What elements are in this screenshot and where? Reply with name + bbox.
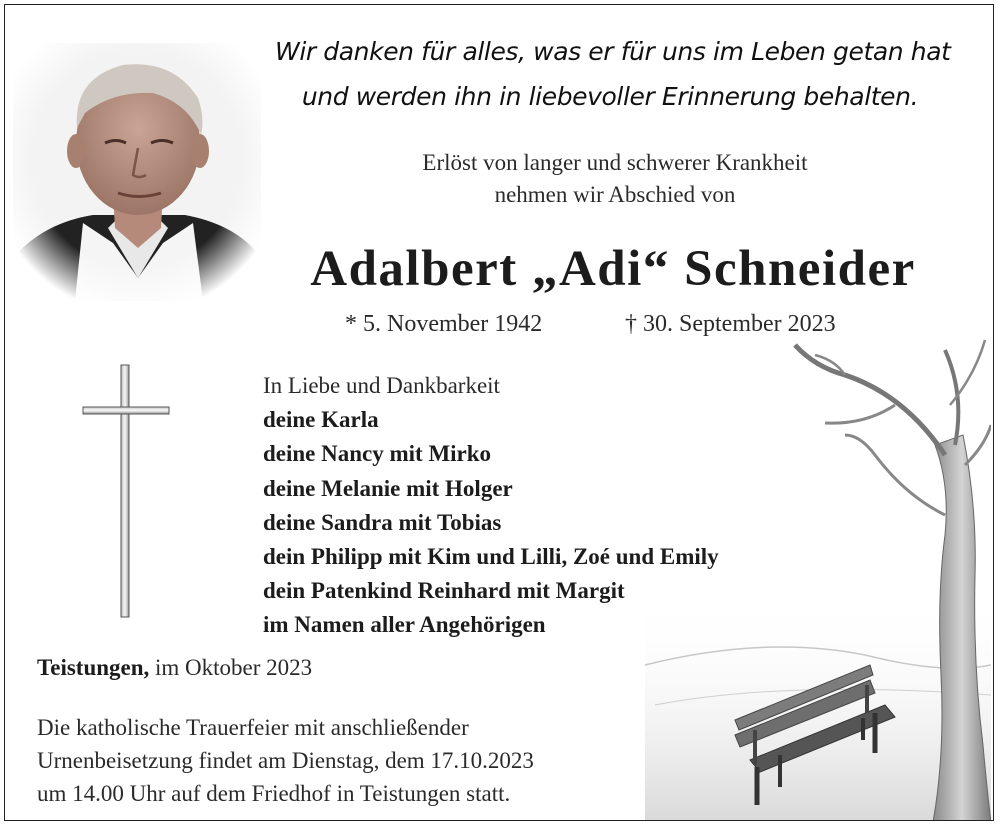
deceased-name: Adalbert „Adi“ Schneider	[310, 241, 916, 297]
mourner-item: dein Philipp mit Kim und Lilli, Zoé und Emily	[263, 544, 719, 570]
funeral-line-3: um 14.00 Uhr auf dem Friedhof in Teistungen statt.	[37, 781, 511, 806]
quote-line-2: und werden ihn in liebevoller Erinnerung behalten.	[301, 82, 919, 111]
quote-line-1: Wir danken für alles, was er für uns im Leben getan hat	[275, 37, 951, 66]
mourners-lead: In Liebe und Dankbarkeit	[263, 373, 500, 398]
place-month: im Oktober 2023	[155, 655, 313, 680]
header-quote	[275, 29, 951, 119]
mourner-item: deine Melanie mit Holger	[263, 475, 513, 501]
mourner-item: im Namen aller Angehörigen	[263, 612, 546, 638]
intro-line-1: Erlöst von langer und schwerer Krankheit	[422, 150, 808, 175]
portrait-photo	[13, 43, 261, 301]
mourner-item: deine Sandra mit Tobias	[263, 509, 502, 535]
funeral-line-1: Die katholische Trauerfeier mit anschließender	[37, 715, 469, 740]
intro-text	[305, 147, 925, 211]
mourner-item: deine Nancy mit Mirko	[263, 441, 492, 467]
mourner-item: deine Karla	[263, 407, 379, 433]
place-town: Teistungen,	[37, 655, 150, 680]
funeral-notice	[37, 711, 677, 810]
death-date: † 30. September 2023	[625, 311, 836, 337]
obituary-card	[4, 4, 994, 821]
birth-date: * 5. November 1942	[345, 311, 543, 337]
cross-icon	[81, 363, 171, 619]
intro-line-2: nehmen wir Abschied von	[494, 182, 736, 207]
mourner-item: dein Patenkind Reinhard mit Margit	[263, 578, 625, 604]
funeral-line-2: Urnenbeisetzung findet am Dienstag, dem 17.10.2023	[37, 748, 534, 773]
place-date	[37, 655, 312, 681]
mourners-list	[263, 369, 863, 643]
